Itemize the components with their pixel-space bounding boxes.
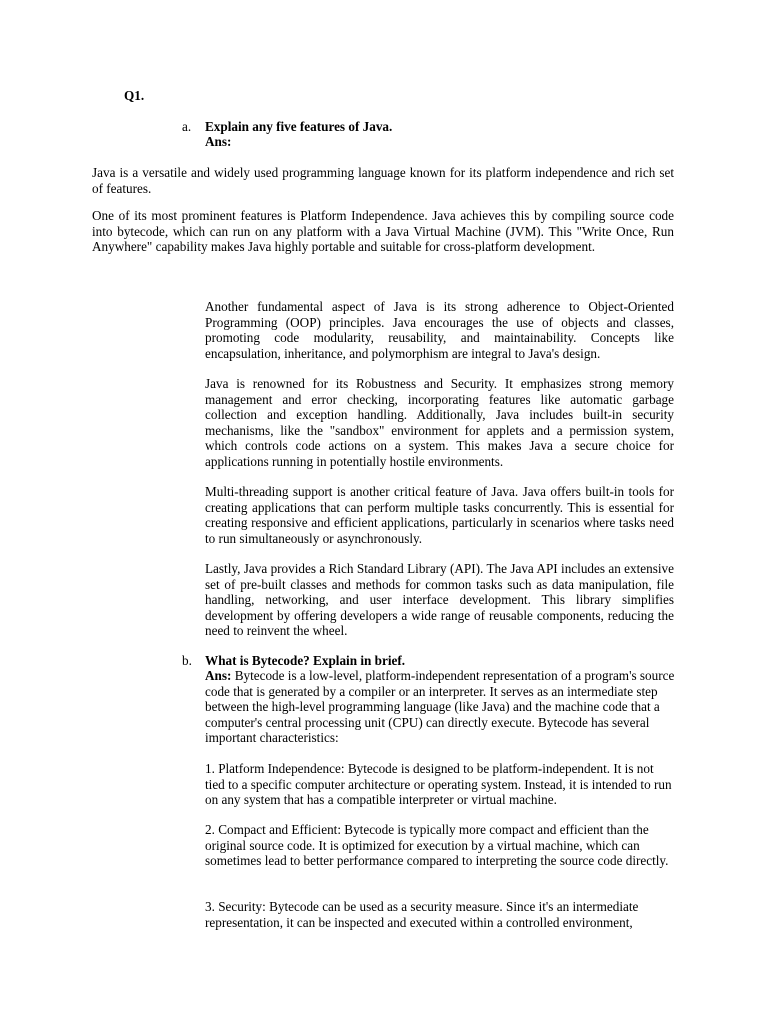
robustness-paragraph: Java is renowned for its Robustness and Security. It emphasizes strong memory management and error checking, incorporating features like automatic garbage collection and exception handling. Additionally, Java includes built-in security mechanisms, like the "sandbox" environment for applets and a permission system, which controls code actions on a system. This makes Java a secure choice for applications running in potentially hostile environments. — [205, 376, 674, 469]
oop-paragraph: Another fundamental aspect of Java is its strong adherence to Object-Oriented Programming (OOP) principles. Java encourages the use of objects and classes, promoting code modularity, reusability, and maintainability. Concepts like encapsulation, inheritance, and polymorphism are integral to Java's design. — [205, 299, 674, 361]
part-a-intro-paragraph: Java is a versatile and widely used programming language known for its platform independence and rich set of features. — [92, 165, 674, 196]
bytecode-point-platform-independence: 1. Platform Independence: Bytecode is designed to be platform-independent. It is not tied to a specific computer architecture or operating system. Instead, it is intended to run on any system that has a compatible interpreter or virtual machine. — [205, 761, 672, 807]
bytecode-point-compact-efficient: 2. Compact and Efficient: Bytecode is typically more compact and efficient than the original source code. It is optimized for execution by a virtual machine, which can sometimes lead to better performance compared to interpreting the source code directly. — [205, 822, 669, 868]
part-b-ans-label: Ans: — [205, 668, 232, 683]
question-number: Q1. — [124, 88, 145, 103]
part-a-ans-label: Ans: — [205, 134, 232, 149]
multithreading-paragraph: Multi-threading support is another critical feature of Java. Java offers built-in tools for creating applications that can perform multiple tasks concurrently. This is essential for creating responsive and efficient applications, particularly in scenarios where tasks need to run simultaneously or asynchronously. — [205, 484, 674, 546]
bytecode-intro-text: Bytecode is a low-level, platform-independent representation of a program's source code that is generated by a compiler or an interpreter. It serves as an intermediate step between the high-level programming language (like Java) and the machine code that a computer's central processing unit (CPU) can directly execute. Bytecode has several important characteristics: — [205, 668, 675, 745]
part-a-heading: Explain any five features of Java. — [205, 119, 393, 134]
part-a-marker: a. — [182, 119, 192, 134]
bytecode-point-security: 3. Security: Bytecode can be used as a security measure. Since it's an intermediate representation, it can be inspected and executed within a controlled environment, — [205, 899, 639, 930]
bytecode-intro-paragraph — [205, 668, 675, 746]
part-b-heading: What is Bytecode? Explain in brief. — [205, 653, 406, 668]
platform-independence-paragraph: One of its most prominent features is Platform Independence. Java achieves this by compiling source code into bytecode, which can run on any platform with a Java Virtual Machine (JVM). This "Write Once, Run Anywhere" capability makes Java highly portable and suitable for cross-platform development. — [92, 208, 674, 254]
standard-library-paragraph: Lastly, Java provides a Rich Standard Library (API). The Java API includes an extensive set of pre-built classes and methods for common tasks such as data manipulation, file handling, networking, and user interface development. This library simplifies development by offering developers a wide range of reusable components, reducing the need to reinvent the wheel. — [205, 561, 674, 638]
part-b-marker: b. — [182, 653, 192, 668]
